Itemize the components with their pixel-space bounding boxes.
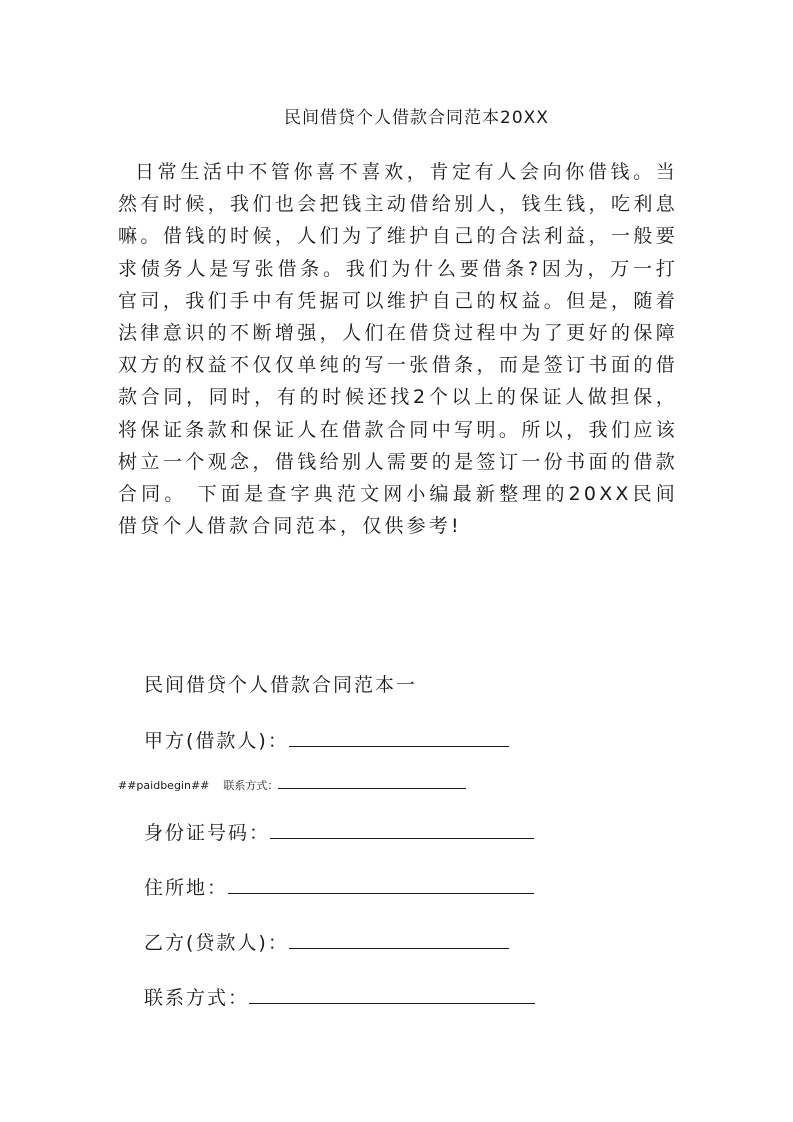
address-row bbox=[144, 873, 534, 903]
contact-blank bbox=[249, 983, 535, 1004]
id-number-label: 身份证号码： bbox=[144, 822, 271, 844]
party-a-row bbox=[144, 726, 509, 756]
party-b-row bbox=[144, 928, 509, 958]
id-number-blank bbox=[270, 818, 534, 839]
small-contact-label: 联系方式： bbox=[223, 779, 279, 792]
address-blank bbox=[228, 873, 534, 894]
contact-row bbox=[144, 983, 535, 1013]
party-b-blank bbox=[289, 928, 509, 949]
paid-contact-row bbox=[118, 777, 466, 794]
party-a-blank bbox=[289, 726, 509, 747]
party-b-label: 乙方(贷款人)： bbox=[144, 932, 289, 954]
intro-paragraph: 日常生活中不管你喜不喜欢，肯定有人会向你借钱。当然有时候，我们也会把钱主动借给别人，钱生钱，吃利息嘛。借钱的时候，人们为了维护自己的合法利益，一般要求债务人是写张借条。我们为什么要借条?因为，万一打官司，我们手中有凭据可以维护自己的权益。但是，随着法律意识的不断增强，人们在借贷过程中为了更好的保障双方的权益不仅仅单纯的写一张借条，而是签订书面的借款合同，同时，有的时候还找2个以上的保证人做担保，将保证条款和保证人在借款合同中写明。所以，我们应该树立一个观念，借钱给别人需要的是签订一份书面的借款合同。 下面是查字典范文网小编最新整理的20XX民间借贷个人借款合同范本，仅供参考! bbox=[118, 161, 678, 538]
section-heading bbox=[144, 670, 417, 700]
contact-label: 联系方式： bbox=[144, 987, 250, 1009]
small-contact-blank bbox=[278, 777, 466, 789]
id-number-row bbox=[144, 818, 534, 848]
paid-marker: ##paidbegin## bbox=[118, 779, 210, 792]
section-heading-text: 民间借贷个人借款合同范本一 bbox=[144, 674, 418, 696]
document-title: 民间借贷个人借款合同范本20XX bbox=[284, 108, 549, 128]
party-a-label: 甲方(借款人)： bbox=[144, 730, 289, 752]
address-label: 住所地： bbox=[144, 877, 229, 899]
